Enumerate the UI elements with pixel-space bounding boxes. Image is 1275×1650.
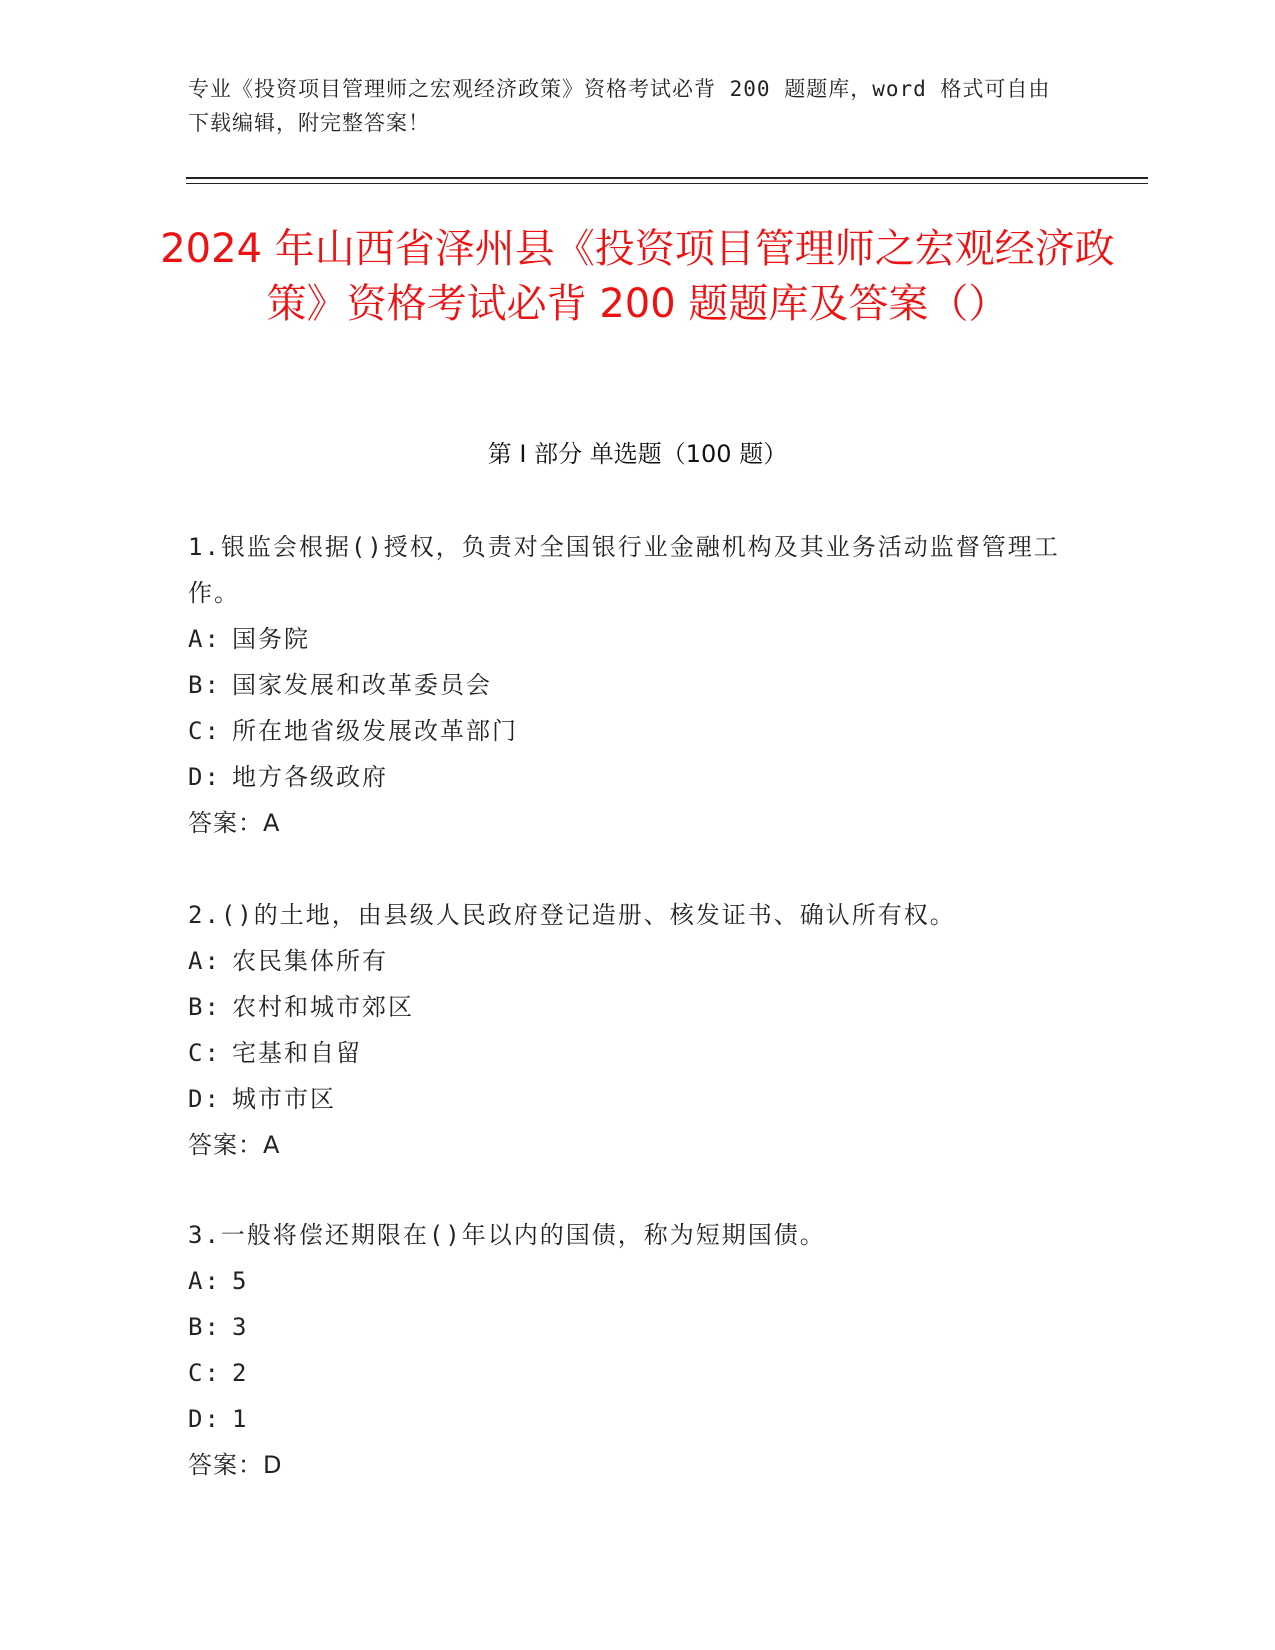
option-key: B: xyxy=(188,1313,221,1341)
option-d xyxy=(188,1396,1088,1442)
option-key: C: xyxy=(188,1039,221,1067)
option-d xyxy=(188,1076,1088,1122)
option-a xyxy=(188,616,1088,662)
answer-value: A xyxy=(263,809,281,837)
option-text: 城市市区 xyxy=(232,1085,336,1113)
option-text: 2 xyxy=(232,1359,249,1387)
option-text: 1 xyxy=(232,1405,249,1433)
intro-text: 专业《投资项目管理师之宏观经济政策》资格考试必背 200 题题库，word 格式可自由下载编辑，附完整答案！ xyxy=(188,77,1051,135)
option-key: A: xyxy=(188,1267,221,1295)
answer-value: A xyxy=(263,1131,281,1159)
option-key: C: xyxy=(188,1359,221,1387)
document-title: 2024 年山西省泽州县《投资项目管理师之宏观经济政策》资格考试必背 200 题题库及答案（） xyxy=(160,226,1115,327)
header-rule-thin xyxy=(186,183,1148,184)
option-key: A: xyxy=(188,625,221,653)
option-text: 地方各级政府 xyxy=(232,763,388,791)
option-c xyxy=(188,1030,1088,1076)
answer-line xyxy=(188,800,1088,846)
answer-line xyxy=(188,1442,1088,1488)
option-b xyxy=(188,984,1088,1030)
answer-label: 答案： xyxy=(188,1131,263,1159)
option-b xyxy=(188,1304,1088,1350)
option-text: 3 xyxy=(232,1313,249,1341)
option-text: 农村和城市郊区 xyxy=(232,993,414,1021)
option-key: B: xyxy=(188,993,221,1021)
option-b xyxy=(188,662,1088,708)
question-block xyxy=(188,524,1088,846)
answer-line xyxy=(188,1122,1088,1168)
option-text: 所在地省级发展改革部门 xyxy=(232,717,518,745)
header-rule-thick xyxy=(186,177,1148,179)
option-text: 国家发展和改革委员会 xyxy=(232,671,492,699)
answer-label: 答案： xyxy=(188,1451,263,1479)
option-d xyxy=(188,754,1088,800)
section-heading: 第 I 部分 单选题（100 题） xyxy=(487,440,788,468)
option-a xyxy=(188,938,1088,984)
option-key: D: xyxy=(188,1085,221,1113)
question-stem: 3.一般将偿还期限在()年以内的国债，称为短期国债。 xyxy=(188,1221,826,1249)
option-key: D: xyxy=(188,1405,221,1433)
option-key: C: xyxy=(188,717,221,745)
option-text: 5 xyxy=(232,1267,249,1295)
option-text: 农民集体所有 xyxy=(232,947,388,975)
option-text: 国务院 xyxy=(232,625,310,653)
option-a xyxy=(188,1258,1088,1304)
question-stem: 2.()的土地，由县级人民政府登记造册、核发证书、确认所有权。 xyxy=(188,901,956,929)
option-c xyxy=(188,1350,1088,1396)
question-block xyxy=(188,892,1088,1168)
option-key: B: xyxy=(188,671,221,699)
question-stem: 1.银监会根据()授权，负责对全国银行业金融机构及其业务活动监督管理工作。 xyxy=(188,533,1060,607)
answer-value: D xyxy=(263,1451,283,1479)
question-block xyxy=(188,1212,1088,1488)
option-c xyxy=(188,708,1088,754)
option-key: A: xyxy=(188,947,221,975)
option-key: D: xyxy=(188,763,221,791)
answer-label: 答案： xyxy=(188,809,263,837)
option-text: 宅基和自留 xyxy=(232,1039,362,1067)
